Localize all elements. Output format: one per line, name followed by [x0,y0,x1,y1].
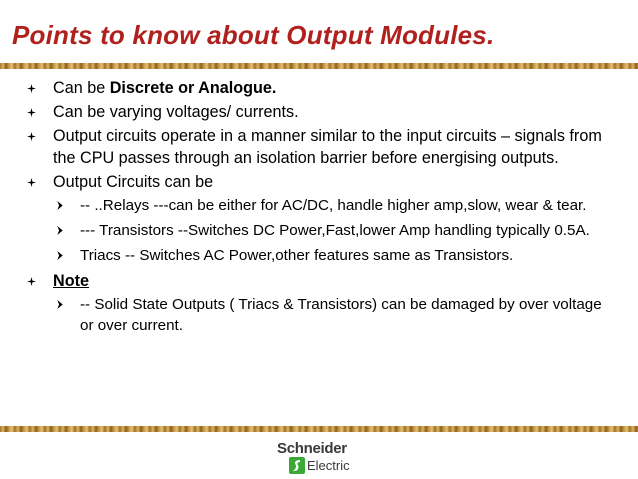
diamond-bullet-icon [26,101,42,123]
sub-list-item-text: --- Transistors --Switches DC Power,Fast,lower Amp handling typically 0.5A. [80,222,590,239]
list-item [26,101,616,123]
sub-list-item [26,195,616,216]
bullet-list [26,77,616,340]
list-item [26,77,616,99]
schneider-logo-icon [289,457,305,474]
list-item-text: Output Circuits can be [53,173,214,191]
logo-line-2: Electric [307,458,350,473]
sub-list-item [26,294,616,336]
arrow-bullet-icon [55,245,71,267]
list-item-text: Can be [53,79,110,97]
sub-list-item [26,220,616,241]
arrow-bullet-icon [55,294,71,316]
arrow-bullet-icon [55,195,71,217]
schneider-electric-logo [277,440,377,476]
diamond-bullet-icon [26,171,42,193]
sub-list-item-text: -- ..Relays ---can be either for AC/DC, handle higher amp,slow, wear & tear. [80,197,587,214]
note-heading: Note [53,272,89,290]
list-item-text: Output circuits operate in a manner similar to the input circuits – signals from the CPU passes through an isolation barrier before energising outputs. [53,127,602,167]
diamond-bullet-icon [26,125,42,147]
list-item-text: Can be varying voltages/ currents. [53,103,299,121]
arrow-bullet-icon [55,220,71,242]
diamond-bullet-icon [26,77,42,99]
diamond-bullet-icon [26,270,42,292]
list-item [26,171,616,193]
top-decorative-rule [0,63,638,69]
list-item [26,270,616,292]
slide-title: Points to know about Output Modules. [12,20,495,50]
sub-list-item-text: Triacs -- Switches AC Power,other features same as Transistors. [80,247,514,264]
bottom-decorative-rule [0,426,638,432]
list-item [26,125,616,169]
logo-line-1: Schneider [277,440,347,457]
sub-list-item-text: -- Solid State Outputs ( Triacs & Transistors) can be damaged by over voltage or over current. [80,296,602,334]
sub-list-item [26,245,616,266]
list-item-bold-text: Discrete or Analogue. [109,79,277,97]
